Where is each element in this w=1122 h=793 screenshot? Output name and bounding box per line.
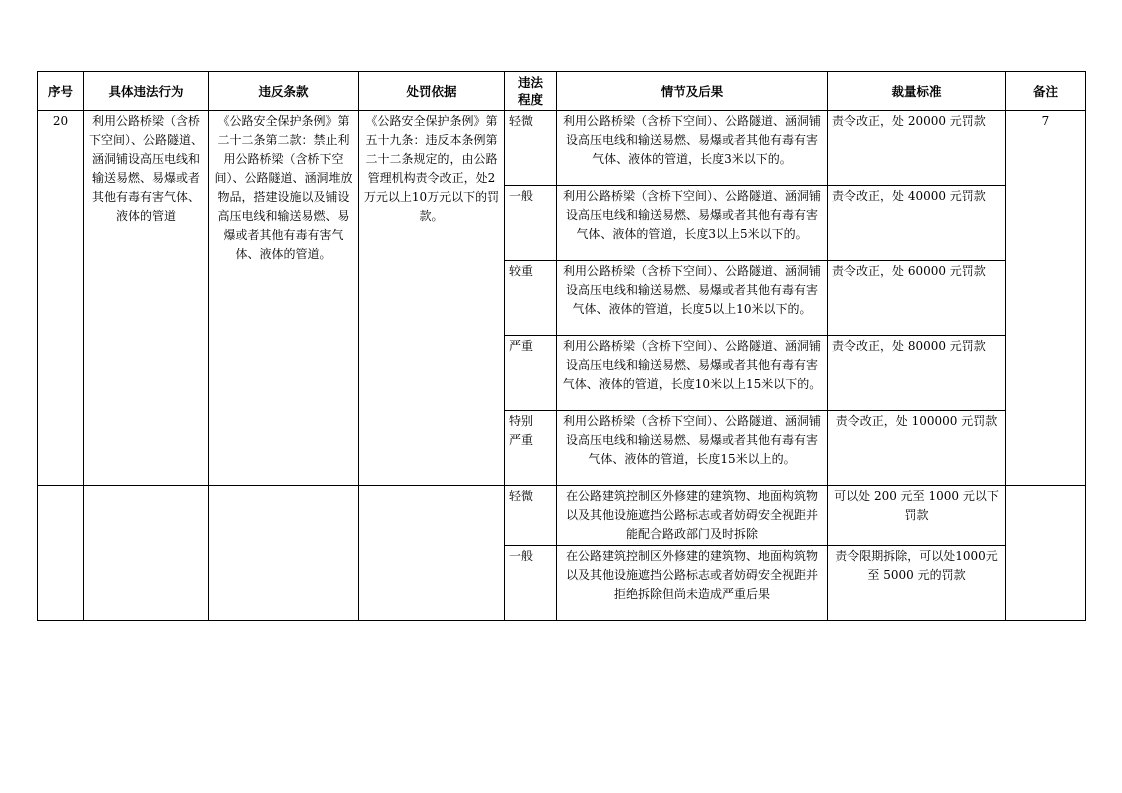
row-number-empty	[38, 486, 84, 621]
circumstance-cell: 利用公路桥梁（含桥下空间）、公路隧道、涵洞铺设高压电线和输送易燃、易爆或者其他有毒有害气体、液体的管道，长度15米以上的。	[557, 411, 828, 486]
degree-cell: 轻微	[505, 111, 557, 186]
circumstance-cell: 利用公路桥梁（含桥下空间）、公路隧道、涵洞铺设高压电线和输送易燃、易爆或者其他有毒有害气体、液体的管道，长度3米以下的。	[557, 111, 828, 186]
table-row	[38, 111, 1086, 186]
degree-cell: 较重	[505, 261, 557, 336]
degree-cell: 一般	[505, 546, 557, 621]
circumstance-cell: 利用公路桥梁（含桥下空间）、公路隧道、涵洞铺设高压电线和输送易燃、易爆或者其他有毒有害气体、液体的管道，长度10米以上15米以下的。	[557, 336, 828, 411]
header-circumstance: 情节及后果	[557, 72, 828, 111]
degree-cell: 特别 严重	[505, 411, 557, 486]
standard-cell: 责令改正，处 40000 元罚款	[828, 186, 1006, 261]
note-cell-empty	[1006, 486, 1086, 621]
standard-cell: 责令改正，处 80000 元罚款	[828, 336, 1006, 411]
violated-clause: 《公路安全保护条例》第二十二条第二款：禁止利用公路桥梁（含桥下空间）、公路隧道、涵洞堆放物品，搭建设施以及铺设高压电线和输送易燃、易爆或者其他有毒有害气体、液体的管道。	[209, 111, 359, 486]
standard-cell: 责令改正，处 20000 元罚款	[828, 111, 1006, 186]
header-basis: 处罚依据	[359, 72, 505, 111]
note-cell: 7	[1006, 111, 1086, 486]
header-degree: 违法 程度	[505, 72, 557, 111]
standard-cell: 责令限期拆除，可以处1000元至 5000 元的罚款	[828, 546, 1006, 621]
circumstance-cell: 利用公路桥梁（含桥下空间）、公路隧道、涵洞铺设高压电线和输送易燃、易爆或者其他有毒有害气体、液体的管道，长度3以上5米以下的。	[557, 186, 828, 261]
header-clause: 违反条款	[209, 72, 359, 111]
penalty-table	[37, 71, 1086, 621]
circumstance-cell: 利用公路桥梁（含桥下空间）、公路隧道、涵洞铺设高压电线和输送易燃、易爆或者其他有毒有害气体、液体的管道，长度5以上10米以下的。	[557, 261, 828, 336]
standard-cell: 责令改正，处 100000 元罚款	[828, 411, 1006, 486]
degree-cell: 一般	[505, 186, 557, 261]
penalty-basis-empty	[359, 486, 505, 621]
standard-cell: 责令改正，处 60000 元罚款	[828, 261, 1006, 336]
header-note: 备注	[1006, 72, 1086, 111]
table-row	[38, 486, 1086, 546]
header-standard: 裁量标准	[828, 72, 1006, 111]
row-number: 20	[38, 111, 84, 486]
header-row	[38, 72, 1086, 111]
violated-clause-empty	[209, 486, 359, 621]
degree-cell: 轻微	[505, 486, 557, 546]
violation-behavior-empty	[84, 486, 209, 621]
circumstance-cell: 在公路建筑控制区外修建的建筑物、地面构筑物以及其他设施遮挡公路标志或者妨碍安全视距并拒绝拆除但尚未造成严重后果	[557, 546, 828, 621]
header-behavior: 具体违法行为	[84, 72, 209, 111]
standard-cell: 可以处 200 元至 1000 元以下罚款	[828, 486, 1006, 546]
penalty-basis: 《公路安全保护条例》第五十九条：违反本条例第二十二条规定的，由公路管理机构责令改正，处2万元以上10万元以下的罚款。	[359, 111, 505, 486]
header-no: 序号	[38, 72, 84, 111]
violation-behavior: 利用公路桥梁（含桥下空间）、公路隧道、涵洞铺设高压电线和输送易燃、易爆或者其他有毒有害气体、液体的管道	[84, 111, 209, 486]
circumstance-cell: 在公路建筑控制区外修建的建筑物、地面构筑物以及其他设施遮挡公路标志或者妨碍安全视距并能配合路政部门及时拆除	[557, 486, 828, 546]
degree-cell: 严重	[505, 336, 557, 411]
